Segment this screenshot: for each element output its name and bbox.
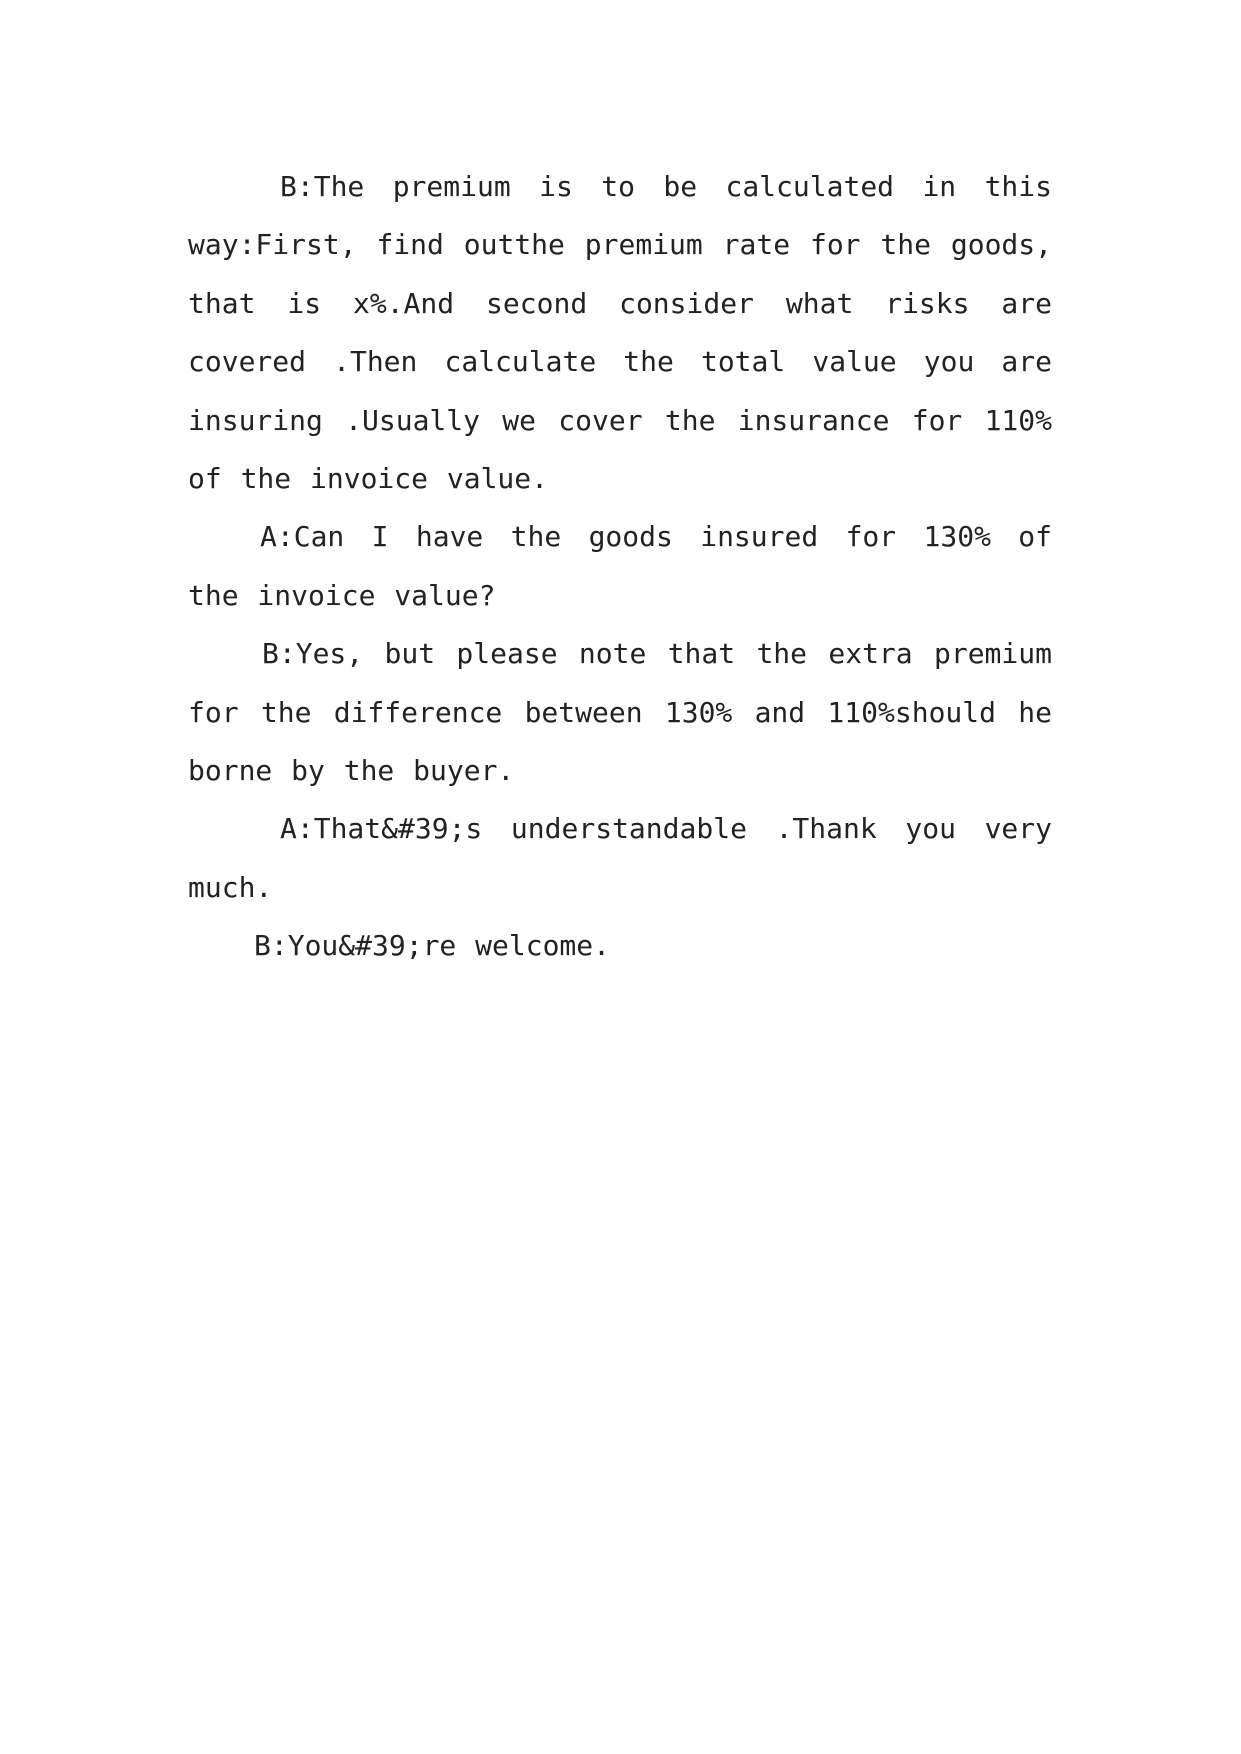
document-body <box>188 158 1052 976</box>
paragraph-b-welcome: B:You&#39;re welcome. <box>254 929 611 963</box>
paragraph-b-extra-premium: B:Yes, but please note that the extra premium for the difference between 130% and 110%should he borne by the buyer. <box>188 637 1052 788</box>
paragraph-a-thanks: A:That&#39;s understandable .Thank you very much. <box>188 812 1052 904</box>
paragraph-a-insure-130: A:Can I have the goods insured for 130% of the invoice value? <box>188 520 1052 612</box>
paragraph-b-premium-calculation: B:The premium is to be calculated in this way:First, find outthe premium rate for the goods, that is x%.And second consider what risks are covered .Then calculate the total value you are insuring .Usually we cover the insurance for 110% of the invoice value. <box>188 170 1052 496</box>
